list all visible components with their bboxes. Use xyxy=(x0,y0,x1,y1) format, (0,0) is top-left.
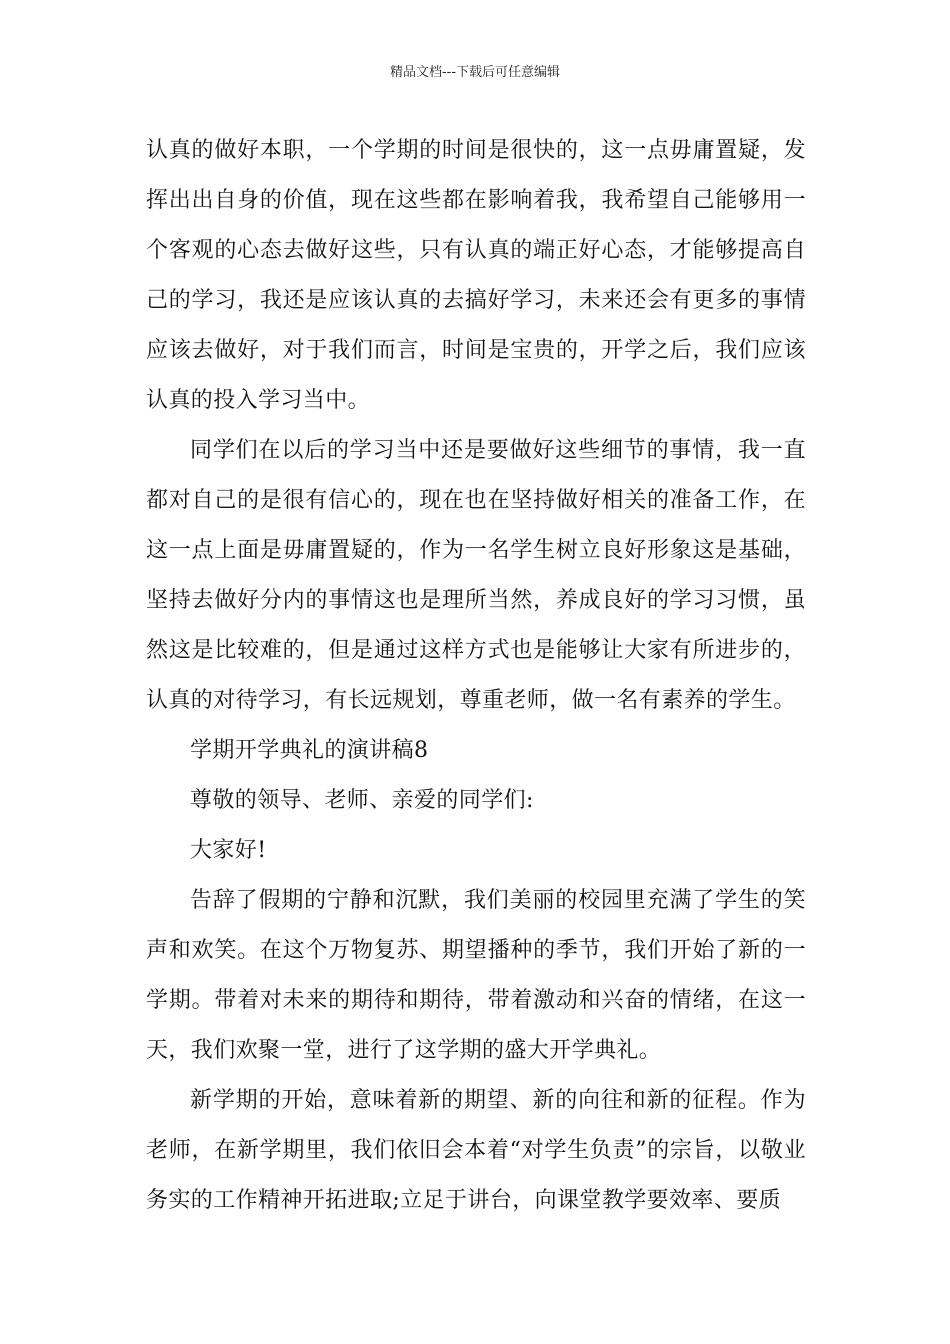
paragraph: 新学期的开始，意味着新的期望、新的向往和新的征程。作为老师，在新学期里，我们依旧会本着“对学生负责”的宗旨，以敬业务实的工作精神开拓进取;立足于讲台，向课堂教学要效率、要质 xyxy=(146,1088,806,1213)
speech-title: 学期开学典礼的演讲稿8 xyxy=(190,738,429,763)
paragraph: 同学们在以后的学习当中还是要做好这些细节的事情，我一直都对自己的是很有信心的，现在也在坚持做好相关的准备工作，在这一点上面是毋庸置疑的，作为一名学生树立良好形象这是基础，坚持去做好分内的事情这也是理所当然，养成良好的学习习惯，虽然这是比较难的，但是通过这样方式也是能够让大家有所进步的，认真的对待学习，有长远规划，尊重老师，做一名有素养的学生。 xyxy=(146,438,806,713)
salutation: 尊敬的领导、老师、亲爱的同学们: xyxy=(190,788,534,813)
page-header: 精品文档---下载后可任意编辑 xyxy=(389,65,561,80)
greeting: 大家好! xyxy=(190,838,267,863)
document-body xyxy=(146,126,806,1226)
paragraph: 告辞了假期的宁静和沉默，我们美丽的校园里充满了学生的笑声和欢笑。在这个万物复苏、期望播种的季节，我们开始了新的一学期。带着对未来的期待和期待，带着激动和兴奋的情绪，在这一天，我们欢聚一堂，进行了这学期的盛大开学典礼。 xyxy=(146,888,806,1063)
paragraph-continuation: 认真的做好本职，一个学期的时间是很快的，这一点毋庸置疑，发挥出出自身的价值，现在这些都在影响着我，我希望自己能够用一个客观的心态去做好这些，只有认真的端正好心态，才能够提高自己的学习，我还是应该认真的去搞好学习，未来还会有更多的事情应该去做好，对于我们而言，时间是宝贵的，开学之后，我们应该认真的投入学习当中。 xyxy=(146,138,806,413)
